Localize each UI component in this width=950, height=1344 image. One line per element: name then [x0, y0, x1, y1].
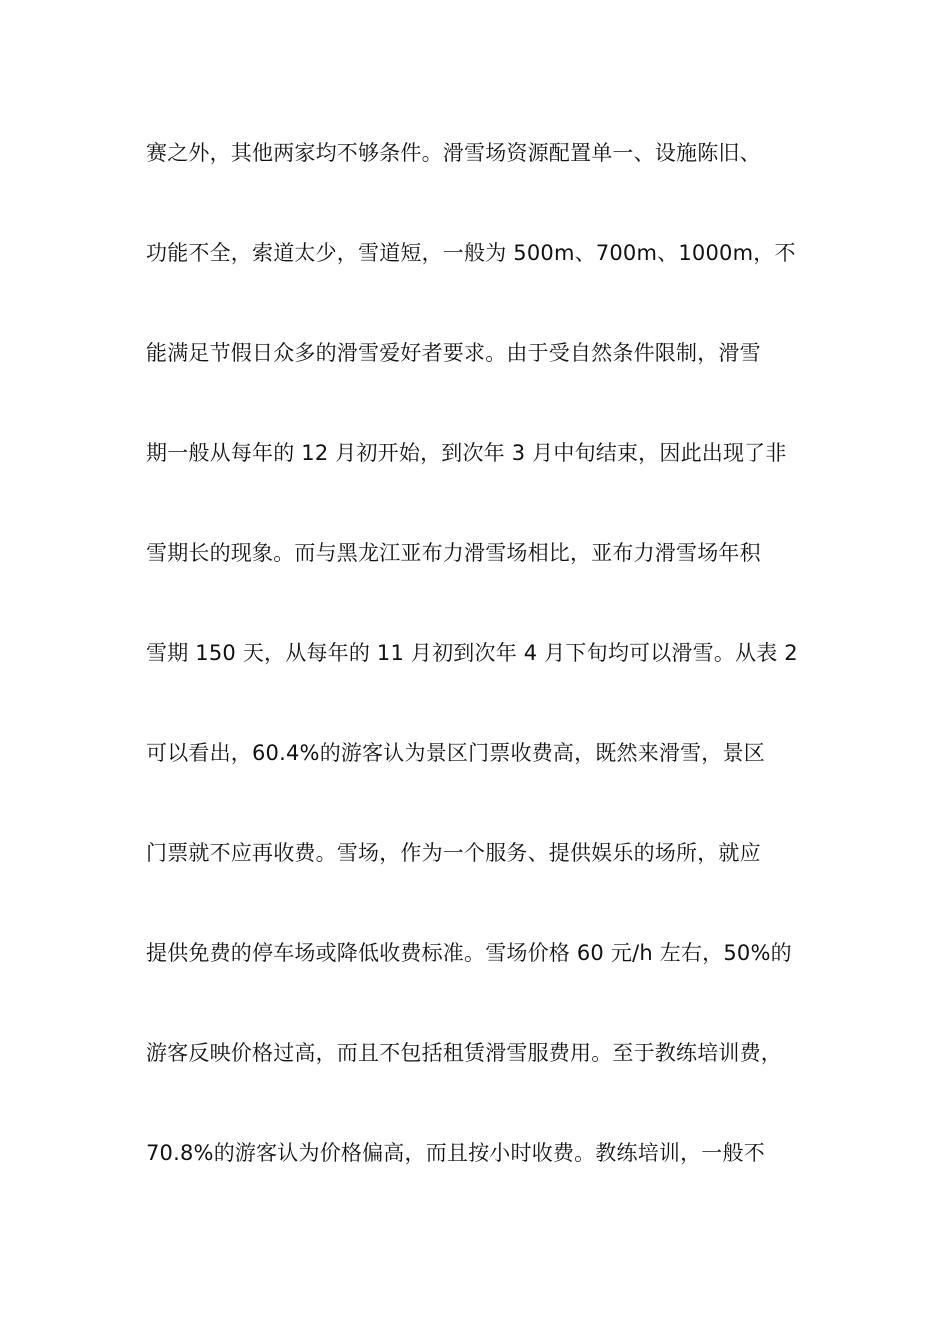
text-line: 门票就不应再收费。雪场，作为一个服务、提供娱乐的场所，就应 [146, 841, 761, 865]
body-text [146, 128, 826, 1228]
text-line: 可以看出，60.4%的游客认为景区门票收费高，既然来滑雪，景区 [146, 741, 765, 765]
text-line: 游客反映价格过高，而且不包括租赁滑雪服费用。至于教练培训费， [146, 1041, 782, 1065]
text-line: 期一般从每年的 12 月初开始，到次年 3 月中旬结束，因此出现了非 [146, 441, 787, 465]
text-line: 提供免费的停车场或降低收费标准。雪场价格 60 元/h 左右，50%的 [146, 941, 792, 965]
text-line: 雪期长的现象。而与黑龙江亚布力滑雪场相比，亚布力滑雪场年积 [146, 541, 761, 565]
text-line: 70.8%的游客认为价格偏高，而且按小时收费。教练培训，一般不 [146, 1141, 765, 1165]
text-line: 能满足节假日众多的滑雪爱好者要求。由于受自然条件限制，滑雪 [146, 341, 761, 365]
text-line: 功能不全，索道太少，雪道短，一般为 500m、700m、1000m，不 [146, 241, 796, 265]
text-line: 赛之外，其他两家均不够条件。滑雪场资源配置单一、设施陈旧、 [146, 141, 761, 165]
text-line: 雪期 150 天，从每年的 11 月初到次年 4 月下旬均可以滑雪。从表 2 [146, 641, 798, 665]
